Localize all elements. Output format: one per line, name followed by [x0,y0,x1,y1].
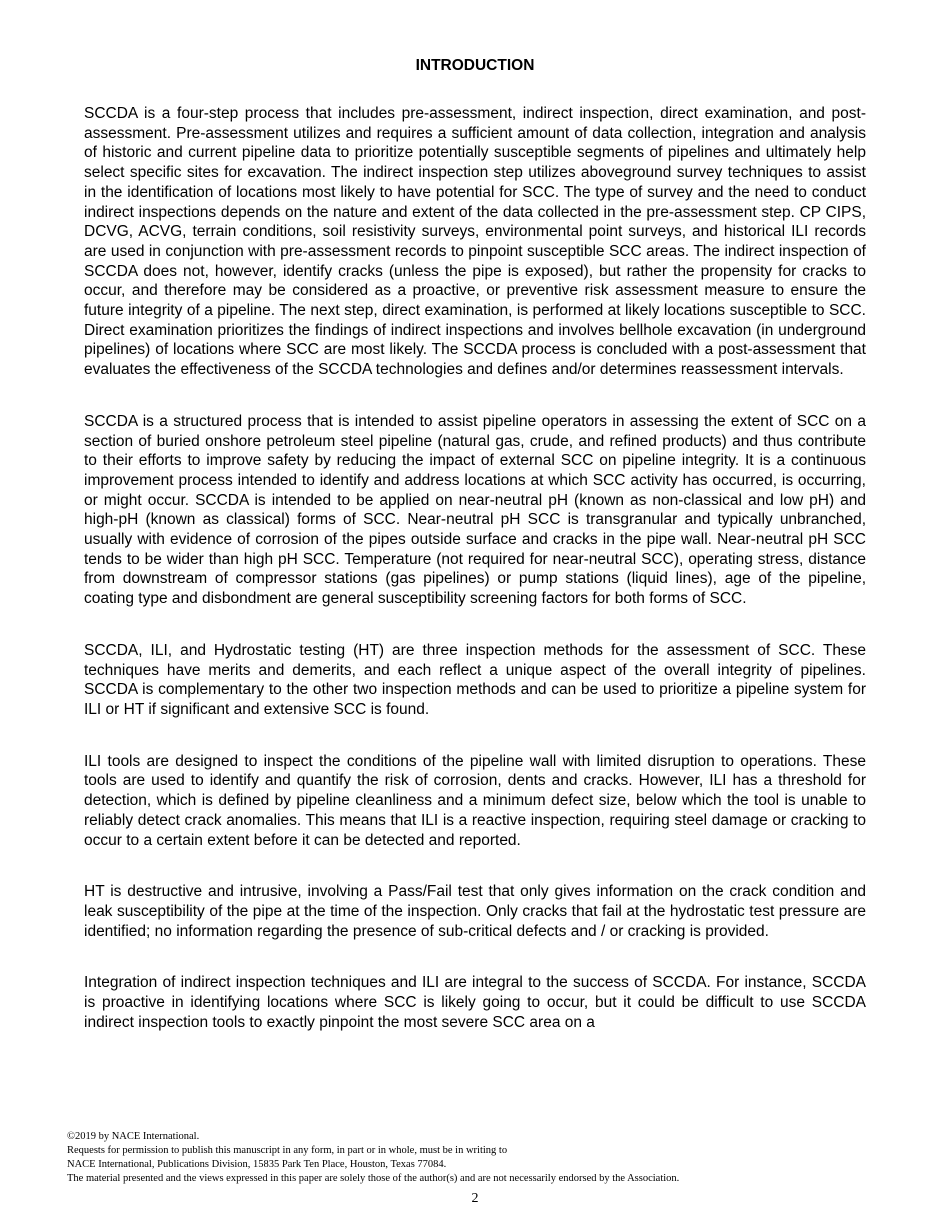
paragraph-hydrostatic-testing: HT is destructive and intrusive, involving a Pass/Fail test that only gives information on the crack condition and leak susceptibility of the pipe at the time of the inspection. Only cracks that fail at the hydrostatic test pressure are identified; no information regarding the presence of sub-critical defects and / or cracking is provided. [84,883,866,940]
paragraph-sccda-structured: SCCDA is a structured process that is intended to assist pipeline operators in assessing the extent of SCC on a section of buried onshore petroleum steel pipeline (natural gas, crude, and refined products) and thus contribute to their efforts to improve safety by reducing the impact of external SCC on pipeline integrity. It is a continuous improvement process intended to identify and address locations at which SCC activity has occurred, is occurring, or might occur. SCCDA is intended to be applied on near-neutral pH (known as non-classical and low pH) and high-pH (known as classical) forms of SCC. Near-neutral pH SCC is transgranular and typically unbranched, usually with evidence of corrosion of the pipes outside surface and cracks in the pipe wall. Near-neutral pH SCC tends to be wider than high pH SCC. Temperature (not required for near-neutral SCC), operating stress, distance from downstream of compressor stations (gas pipelines) or pump stations (liquid lines), age of the pipeline, coating type and disbondment are general susceptibility screening factors for both forms of SCC. [84,412,866,608]
footer-permission: Requests for permission to publish this manuscript in any form, in part or in whole, must be in writing to [67,1145,508,1156]
page-footer [67,1130,887,1186]
body-text [84,104,866,1114]
footer-address: NACE International, Publications Division, 15835 Park Ten Place, Houston, Texas 77084. [67,1159,447,1170]
paragraph-integration: Integration of indirect inspection techniques and ILI are integral to the success of SCCDA. For instance, SCCDA is proactive in identifying locations where SCC is likely going to occur, but it could be difficult to use SCCDA indirect inspection tools to exactly pinpoint the most severe SCC area on a [84,974,866,1031]
paragraph-inspection-methods: SCCDA, ILI, and Hydrostatic testing (HT) are three inspection methods for the assessment of SCC. These techniques have merits and demerits, and each reflect a unique aspect of the overall integrity of pipelines. SCCDA is complementary to the other two inspection methods and can be used to prioritize a pipeline system for ILI or HT if significant and extensive SCC is found. [84,641,866,718]
footer-disclaimer: The material presented and the views expressed in this paper are solely those of the author(s) and are not necessarily endorsed by the Association. [67,1173,680,1184]
page-number: 2 [471,1191,479,1206]
paragraph-sccda-process: SCCDA is a four-step process that includes pre-assessment, indirect inspection, direct examination, and post-assessment. Pre-assessment utilizes and requires a sufficient amount of data collection, integration and analysis of historic and current pipeline data to prioritize potentially susceptible segments of pipelines and ultimately help select specific sites for excavation. The indirect inspection step utilizes aboveground survey techniques to assist in the identification of locations most likely to have potential for SCC. The type of survey and the need to conduct indirect inspections depends on the nature and extent of the data collected in the pre-assessment step. CP CIPS, DCVG, ACVG, terrain conditions, soil resistivity surveys, environmental point surveys, and historical ILI records are used in conjunction with pre-assessment records to pinpoint susceptible SCC areas. The indirect inspection of SCCDA does not, however, identify cracks (unless the pipe is exposed), but rather the propensity for cracks to occur, and therefore may be considered as a proactive, or preventive risk assessment measure to ensure the future integrity of a pipeline. The next step, direct examination, is performed at likely locations susceptible to SCC. Direct examination prioritizes the findings of indirect inspections and involves bellhole excavation (in underground pipelines) of locations where SCC are most likely. The SCCDA process is concluded with a post-assessment that evaluates the effectiveness of the SCCDA technologies and defines and/or determines reassessment intervals. [84,105,866,379]
footer-copyright: ©2019 by NACE International. [67,1131,200,1142]
page-title: INTRODUCTION [415,57,535,74]
paragraph-ili-tools: ILI tools are designed to inspect the conditions of the pipeline wall with limited disruption to operations. These tools are used to identify and quantify the risk of corrosion, dents and cracks. However, ILI has a threshold for detection, which is defined by pipeline cleanliness and a minimum defect size, below which the tool is unable to reliably detect crack anomalies. This means that ILI is a reactive inspection, requiring steel damage or cracking to occur to a certain extent before it can be detected and reported. [84,752,866,849]
